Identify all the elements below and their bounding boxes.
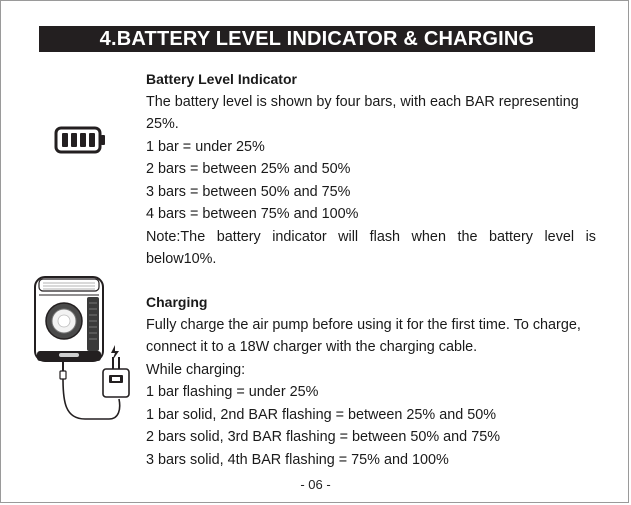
- battery-full-icon: [54, 126, 106, 154]
- charging-instruction-line-1: Fully charge the air pump before using it for the first time. To charge,: [146, 316, 581, 333]
- air-pump-charging-illustration: [23, 271, 138, 431]
- section-title: 4.BATTERY LEVEL INDICATOR & CHARGING: [39, 26, 595, 52]
- charging-heading: Charging: [146, 294, 208, 310]
- battery-level-2: 2 bars = between 25% and 50%: [146, 161, 351, 177]
- charging-state-3: 2 bars solid, 3rd BAR flashing = between 50% and 75%: [146, 429, 500, 445]
- battery-intro-line-1: The battery level is shown by four bars, with each BAR representing: [146, 93, 579, 110]
- charging-state-2: 1 bar solid, 2nd BAR flashing = between 25% and 50%: [146, 406, 497, 423]
- battery-note: Note:The battery indicator will flash when the battery level is below10%.: [146, 228, 596, 267]
- charging-instruction-line-2: connect it to a 18W charger with the charging cable.: [146, 339, 478, 355]
- battery-intro-line-2: 25%.: [146, 116, 179, 132]
- charging-section: [146, 291, 596, 471]
- battery-level-1: 1 bar = under 25%: [146, 138, 265, 155]
- charging-state-4: 3 bars solid, 4th BAR flashing = 75% and 100%: [146, 451, 449, 468]
- battery-level-heading: Battery Level Indicator: [146, 71, 297, 87]
- page-number: - 06 -: [300, 477, 331, 492]
- battery-level-3: 3 bars = between 50% and 75%: [146, 183, 351, 200]
- battery-level-section: [146, 68, 596, 271]
- charging-state-1: 1 bar flashing = under 25%: [146, 384, 319, 400]
- while-charging-label: While charging:: [146, 361, 246, 378]
- battery-level-4: 4 bars = between 75% and 100%: [146, 206, 359, 222]
